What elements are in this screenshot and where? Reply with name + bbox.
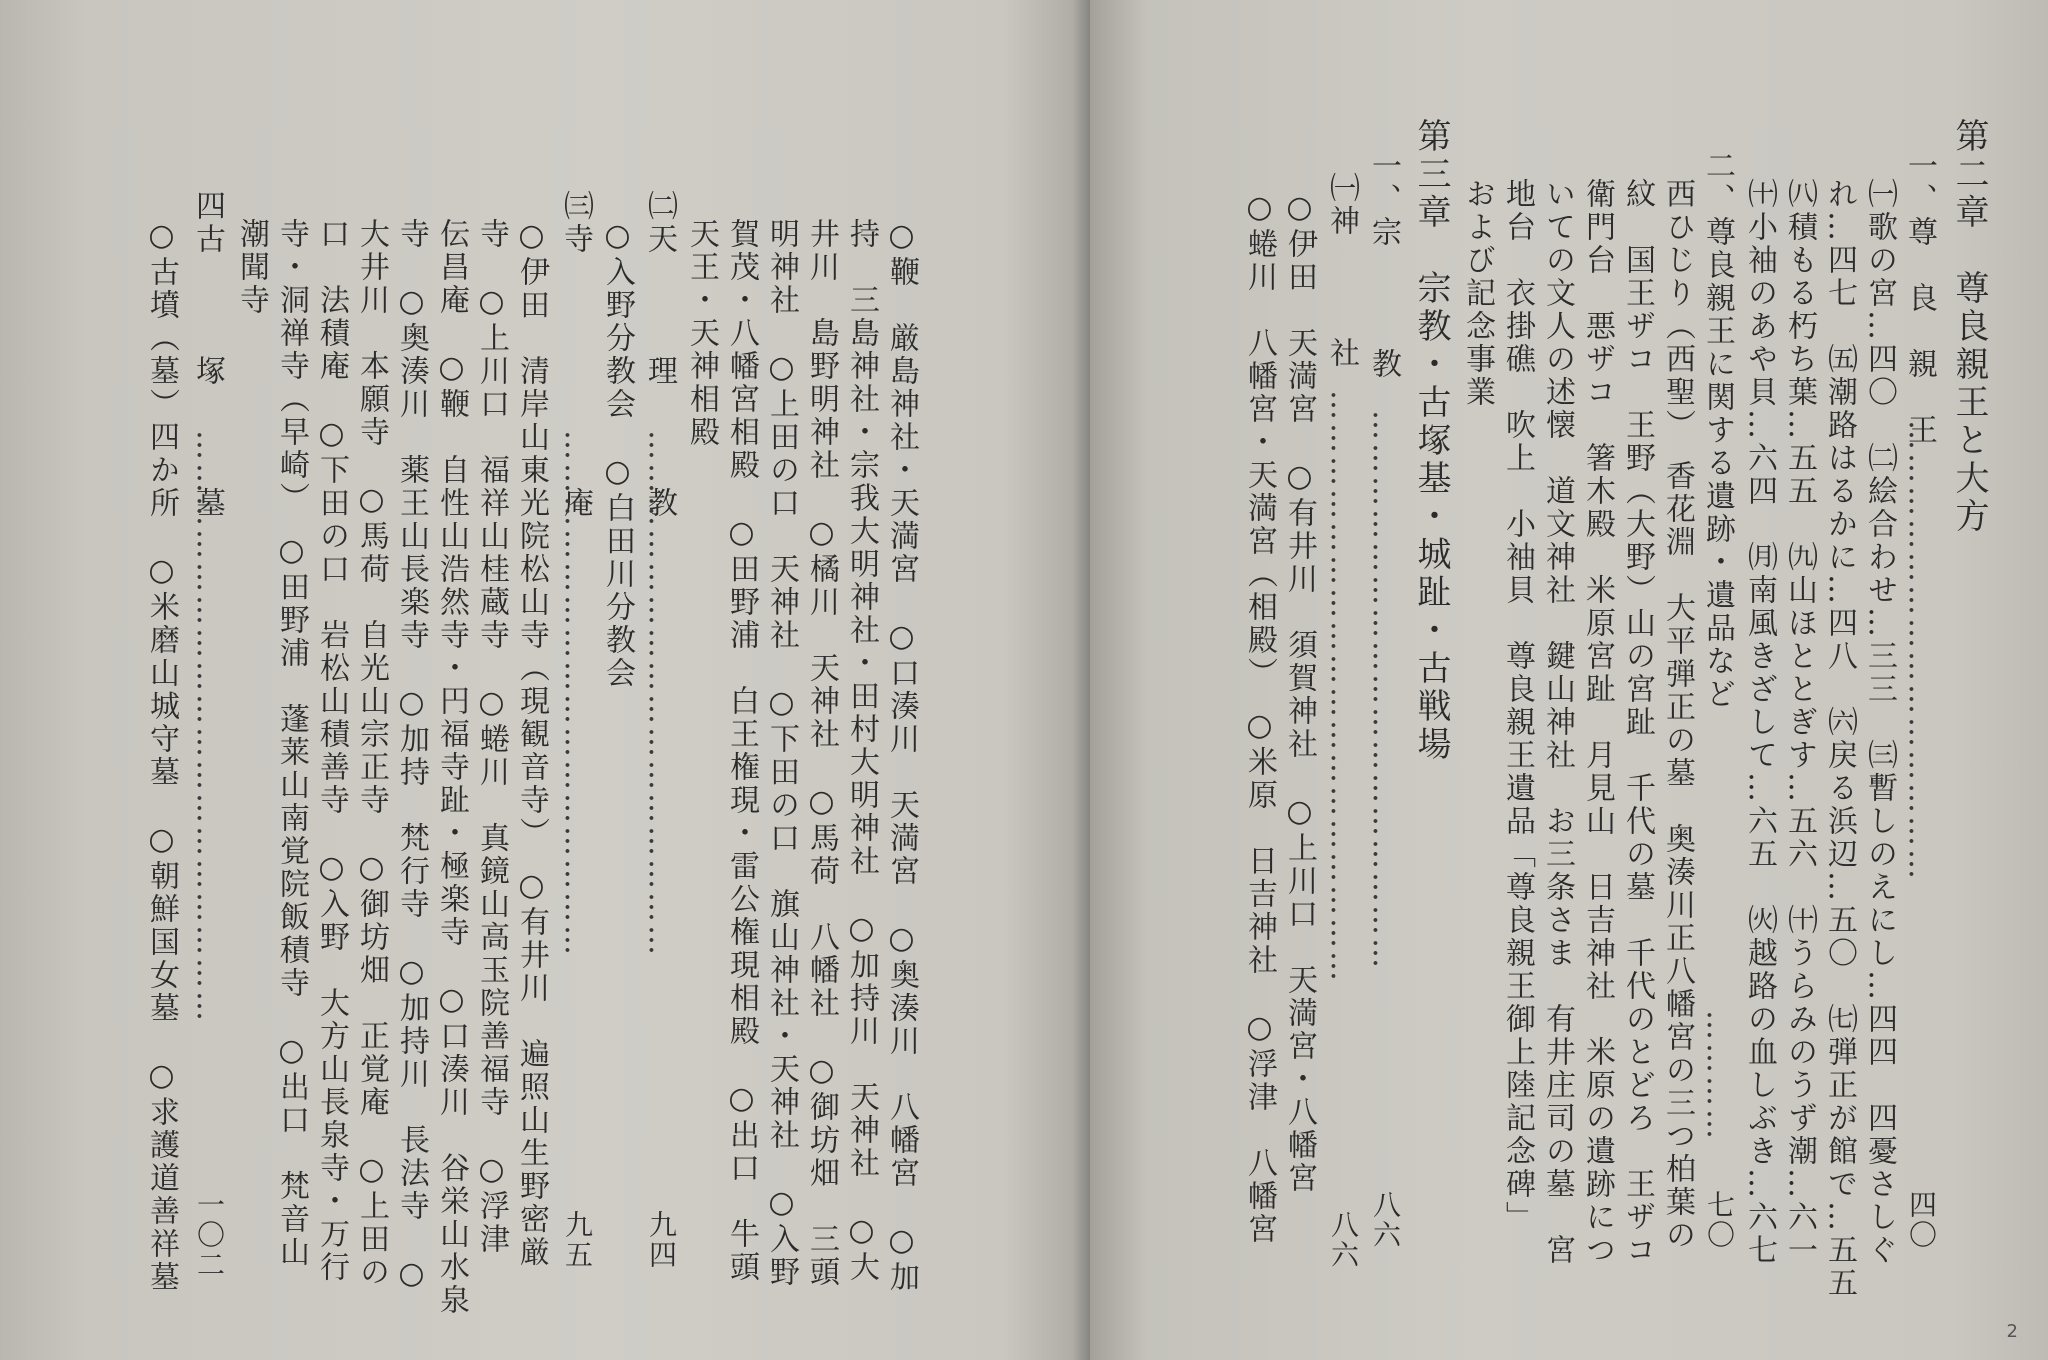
text-line: ○入野分教会 ○白田川分教会 (600, 218, 635, 690)
text-line: ㈩小袖のあや貝…六四 ㈪南風きざして…六五 ㈫越路の血しぶき…六七 (1742, 178, 1777, 1267)
text-line: ○伊田 清岸山東光院松山寺（現観音寺） ○有井川 遍照山生野密厳 (514, 218, 549, 1269)
text-line: 寺 ○奥湊川 薬王山長楽寺 ○加持 梵行寺 ○加持川 長法寺 ○ (394, 218, 429, 1294)
section-heading: ㈠神 社 (1324, 172, 1359, 370)
section-heading: 一、尊 良 親 王 (1902, 150, 1937, 447)
text-line: 大井川 本願寺 ○馬荷 自光山宗正寺 ○御坊畑 正覚庵 ○上田の (354, 218, 389, 1289)
page-number: 九五 (561, 1210, 594, 1270)
text-line: 寺・洞禅寺（早崎） ○田野浦 蓬莱山南覚院飯積寺 ○出口 梵音山 (274, 218, 309, 1269)
text-line: いての文人の述懐 道文神社 鍵山神社 お三条さま 有井庄司の墓 宮 (1540, 178, 1575, 1267)
leader-dots: ……………………………………………… (190, 430, 225, 1024)
text-line: 伝昌庵 ○鞭 自性山浩然寺・円福寺趾・極楽寺 ○口湊川 谷栄山水泉 (434, 218, 469, 1317)
text-line: 持 三島神社・宗我大明神社・田村大明神社 ○加持川 天神社 ○大 (844, 218, 879, 1284)
section-heading: 四古 塚 墓 (190, 190, 225, 520)
text-line: ○蜷川 八幡宮・天満宮（相殿） ○米原 日吉神社 ○浮津 八幡宮 (1242, 190, 1277, 1246)
page-number: 八六 (1369, 1190, 1402, 1250)
text-line: ○鞭 厳島神社・天満宮 ○口湊川 天満宮 ○奥湊川 八幡宮 ○加 (884, 218, 919, 1294)
text-line: ○古墳（墓）四か所 ○米磨山城守墓 ○朝鮮国女墓 ○求護道善祥墓 (144, 218, 179, 1294)
section-heading: 一、宗 教 (1366, 150, 1401, 381)
leader-dots: ………… (1700, 1010, 1735, 1142)
text-line: 寺 ○上川口 福祥山桂蔵寺 ○蜷川 真鏡山高玉院善福寺 ○浮津 (474, 218, 509, 1256)
page-number: 四〇 (1905, 1190, 1938, 1250)
text-line: 口 法積庵 ○下田の口 岩松山積善寺 ○入野 大方山長泉寺・万行 (314, 218, 349, 1284)
text-line: れ…四七 ㈤潮路はるかに…四八 ㈥戻る浜辺…五〇 ㈦弾正が館で…五五 (1822, 178, 1857, 1300)
leader-dots: …………………………………………… (1366, 410, 1401, 971)
page-number: 九四 (645, 1210, 678, 1270)
text-line: 衛門台 悪ザコ 箸木殿 米原宮趾 月見山 日吉神社 米原の遺跡につ (1580, 178, 1615, 1267)
section-heading: ㈡天 理 教 (642, 190, 677, 520)
leader-dots: ……………………………………………… (1324, 390, 1359, 984)
leader-dots: …………………………………… (1902, 420, 1937, 882)
section-heading: 二、尊良親王に関する遺跡・遺品など (1700, 150, 1735, 711)
corner-mark: 2 (2006, 1321, 2018, 1342)
text-line: 潮聞寺 (234, 218, 269, 317)
text-line: 西ひじり（西聖） 香花淵 大平弾正の墓 奥湊川正八幡宮の三つ柏葉の (1660, 178, 1695, 1252)
text-line: および記念事業 (1460, 178, 1495, 409)
text-line: ㈧積もる朽ち葉…五五 ㈨山ほととぎす…五六 ㈩うらみのうず潮…六一 (1782, 178, 1817, 1267)
page-number: 八六 (1327, 1210, 1360, 1270)
text-line: 天王・天神相殿 (684, 218, 719, 449)
text-line: ○伊田 天満宮 ○有井川 須賀神社 ○上川口 天満宮・八幡宮 (1282, 190, 1317, 1195)
text-line: 地台 衣掛礁 吹上 小袖貝 尊良親王遺品「尊良親王御上陸記念碑」 (1500, 178, 1535, 1234)
text-line: ㈠歌の宮…四〇 ㈡絵合わせ…三三 ㈢暫しのえにし…四四 四憂さしぐ (1862, 178, 1897, 1267)
text-line: 紋 国王ザコ 王野（大野）山の宮趾 千代の墓 千代のとどろ 王ザコ (1620, 178, 1655, 1267)
text-line: 明神社 ○上田の口 天神社 ○下田の口 旗山神社・天神社 ○入野 (764, 218, 799, 1289)
leader-dots: ………………………………………… (558, 430, 593, 958)
page-number: 一〇二 (193, 1190, 226, 1280)
chapter-title: 第三章 宗教・古塚基・城趾・古戦場 (1411, 118, 1451, 764)
right-page (1090, 0, 2048, 1360)
text-line: 賀茂・八幡宮相殿 ○田野浦 白王権現・雷公権現相殿 ○出口 牛頭 (724, 218, 759, 1284)
text-line: 井川 島野明神社 ○橘川 天神社 ○馬荷 八幡社 ○御坊畑 三頭 (804, 218, 839, 1289)
chapter-title: 第二章 尊良親王と大方 (1949, 118, 1989, 536)
leader-dots: ………………………………………… (642, 430, 677, 958)
section-heading: ㈢寺 庵 (558, 190, 593, 520)
page-number: 七〇 (1703, 1190, 1736, 1250)
